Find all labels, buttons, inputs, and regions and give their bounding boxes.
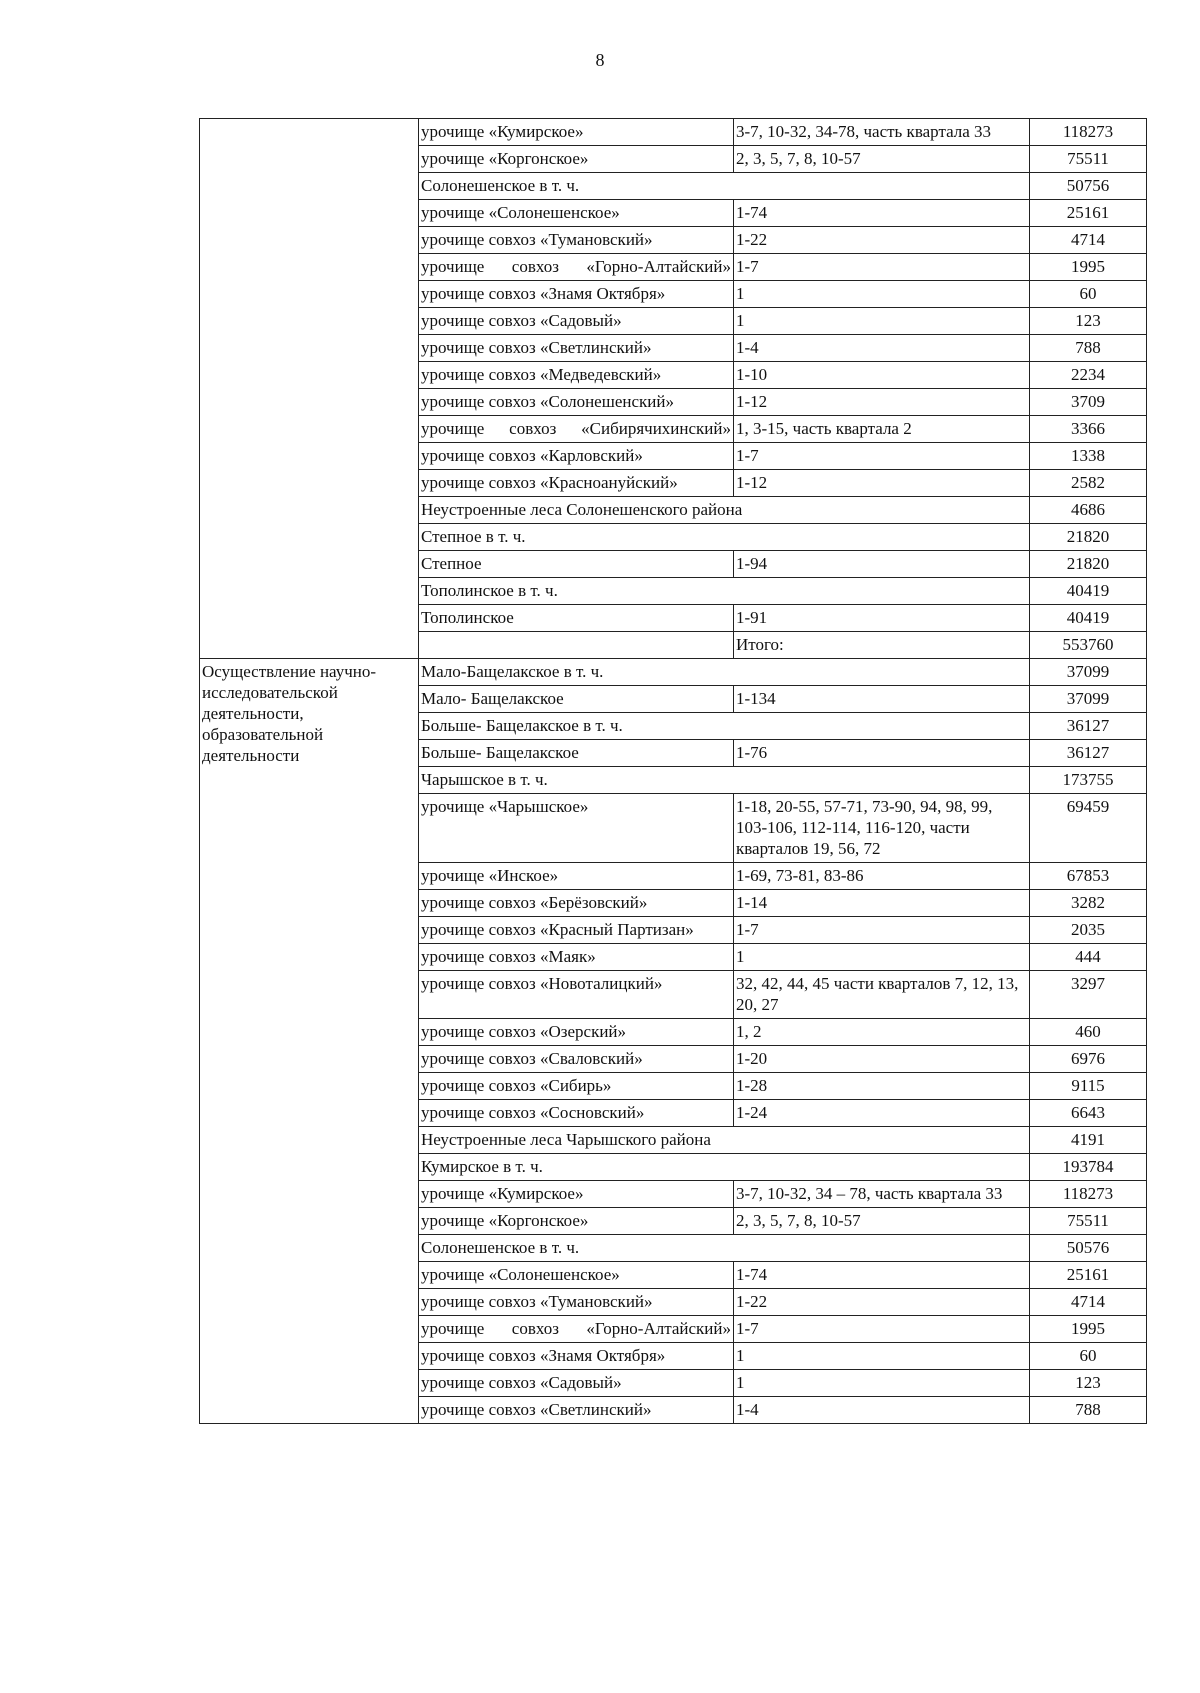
quarters-cell: 1 [734, 308, 1030, 335]
forest-name-cell: урочище совхоз «Садовый» [419, 1370, 734, 1397]
forest-name-cell: Больше- Бащелакское [419, 740, 734, 767]
quarters-cell: 1-4 [734, 1397, 1030, 1424]
quarters-cell: 1 [734, 1370, 1030, 1397]
quarters-cell: 3-7, 10-32, 34-78, часть квартала 33 [734, 119, 1030, 146]
area-cell: 123 [1030, 308, 1147, 335]
area-cell: 460 [1030, 1019, 1147, 1046]
forest-name-cell: Тополинское в т. ч. [419, 578, 1030, 605]
forest-name-cell: урочище совхоз «Светлинский» [419, 1397, 734, 1424]
area-cell: 123 [1030, 1370, 1147, 1397]
quarters-cell: 1-18, 20-55, 57-71, 73-90, 94, 98, 99, 103-106, 112-114, 116-120, части кварталов 19, 56, 72 [734, 794, 1030, 863]
forest-name-cell: урочище совхоз «Знамя Октября» [419, 281, 734, 308]
area-cell: 4714 [1030, 227, 1147, 254]
area-cell: 25161 [1030, 1262, 1147, 1289]
quarters-cell: 1-134 [734, 686, 1030, 713]
area-cell: 1338 [1030, 443, 1147, 470]
forest-name-cell: Солонешенское в т. ч. [419, 173, 1030, 200]
area-cell: 2582 [1030, 470, 1147, 497]
forest-name-cell: Мало-Бащелакское в т. ч. [419, 659, 1030, 686]
quarters-cell: 1-7 [734, 443, 1030, 470]
quarters-cell: 1-91 [734, 605, 1030, 632]
area-cell: 553760 [1030, 632, 1147, 659]
area-cell: 37099 [1030, 686, 1147, 713]
area-cell: 118273 [1030, 1181, 1147, 1208]
forest-name-cell: урочище совхоз «Карловский» [419, 443, 734, 470]
quarters-cell: 1-22 [734, 227, 1030, 254]
area-cell: 21820 [1030, 524, 1147, 551]
area-cell: 36127 [1030, 740, 1147, 767]
quarters-cell: 1-94 [734, 551, 1030, 578]
forest-name-cell: урочище совхоз «Красноануйский» [419, 470, 734, 497]
forest-name-cell: урочище «Коргонское» [419, 146, 734, 173]
quarters-cell: 1-74 [734, 1262, 1030, 1289]
area-cell: 60 [1030, 1343, 1147, 1370]
area-cell: 118273 [1030, 119, 1147, 146]
area-cell: 9115 [1030, 1073, 1147, 1100]
forest-name-cell: урочище «Коргонское» [419, 1208, 734, 1235]
quarters-cell: 1-12 [734, 389, 1030, 416]
purpose-cell-empty [200, 119, 419, 659]
quarters-cell: 1-20 [734, 1046, 1030, 1073]
forest-name-cell: Неустроенные леса Солонешенского района [419, 497, 1030, 524]
area-cell: 4714 [1030, 1289, 1147, 1316]
forest-name-cell: Кумирское в т. ч. [419, 1154, 1030, 1181]
area-cell: 50756 [1030, 173, 1147, 200]
forest-name-cell: урочище совхоз «Знамя Октября» [419, 1343, 734, 1370]
area-cell: 50576 [1030, 1235, 1147, 1262]
quarters-cell: 1-76 [734, 740, 1030, 767]
forest-name-cell: урочище совхоз «Садовый» [419, 308, 734, 335]
forest-name-cell: урочище совхоз «Горно-Алтайский» [419, 1316, 734, 1343]
area-cell: 75511 [1030, 1208, 1147, 1235]
quarters-cell: 1-28 [734, 1073, 1030, 1100]
quarters-cell: 1, 3-15, часть квартала 2 [734, 416, 1030, 443]
area-cell: 788 [1030, 1397, 1147, 1424]
forest-name-cell: урочище совхоз «Тумановский» [419, 1289, 734, 1316]
area-cell: 173755 [1030, 767, 1147, 794]
area-cell: 1995 [1030, 254, 1147, 281]
quarters-cell: 1-7 [734, 917, 1030, 944]
forest-name-cell: Неустроенные леса Чарышского района [419, 1127, 1030, 1154]
forest-name-cell: урочище совхоз «Сибирячихинский» [419, 416, 734, 443]
quarters-cell: 32, 42, 44, 45 части кварталов 7, 12, 13, 20, 27 [734, 971, 1030, 1019]
area-cell: 75511 [1030, 146, 1147, 173]
forest-name-cell: урочище «Чарышское» [419, 794, 734, 863]
forest-name-cell: Мало- Бащелакское [419, 686, 734, 713]
quarters-cell: 2, 3, 5, 7, 8, 10-57 [734, 1208, 1030, 1235]
area-cell: 6643 [1030, 1100, 1147, 1127]
quarters-cell: Итого: [734, 632, 1030, 659]
quarters-cell: 1-24 [734, 1100, 1030, 1127]
forest-name-cell: урочище совхоз «Озерский» [419, 1019, 734, 1046]
forest-name-cell: урочище совхоз «Красный Партизан» [419, 917, 734, 944]
quarters-cell: 1 [734, 1343, 1030, 1370]
area-cell: 40419 [1030, 578, 1147, 605]
area-cell: 40419 [1030, 605, 1147, 632]
area-cell: 67853 [1030, 863, 1147, 890]
area-cell: 3282 [1030, 890, 1147, 917]
forest-name-cell: Степное в т. ч. [419, 524, 1030, 551]
area-cell: 21820 [1030, 551, 1147, 578]
forest-name-cell: урочище совхоз «Горно-Алтайский» [419, 254, 734, 281]
forest-name-cell: урочище совхоз «Сосновский» [419, 1100, 734, 1127]
quarters-cell: 1-10 [734, 362, 1030, 389]
forest-name-cell: урочище совхоз «Солонешенский» [419, 389, 734, 416]
area-cell: 3366 [1030, 416, 1147, 443]
forest-name-cell: урочище совхоз «Новоталицкий» [419, 971, 734, 1019]
area-cell: 3297 [1030, 971, 1147, 1019]
table-row [200, 119, 1147, 146]
area-cell: 4686 [1030, 497, 1147, 524]
area-cell: 6976 [1030, 1046, 1147, 1073]
forest-name-cell: Степное [419, 551, 734, 578]
quarters-cell: 1-7 [734, 1316, 1030, 1343]
forest-areas-table [199, 118, 1147, 1424]
forest-name-cell: урочище «Инское» [419, 863, 734, 890]
forest-name-cell: урочище «Солонешенское» [419, 200, 734, 227]
area-cell: 60 [1030, 281, 1147, 308]
quarters-cell: 1, 2 [734, 1019, 1030, 1046]
purpose-cell: Осуществление научно-исследовательской деятельности, образовательной деятельности [200, 659, 419, 1424]
quarters-cell: 3-7, 10-32, 34 – 78, часть квартала 33 [734, 1181, 1030, 1208]
forest-name-cell: урочище «Кумирское» [419, 119, 734, 146]
area-cell: 69459 [1030, 794, 1147, 863]
quarters-cell: 1-7 [734, 254, 1030, 281]
area-cell: 444 [1030, 944, 1147, 971]
page-number: 8 [595, 50, 605, 70]
quarters-cell: 2, 3, 5, 7, 8, 10-57 [734, 146, 1030, 173]
area-cell: 193784 [1030, 1154, 1147, 1181]
forest-name-cell: урочище совхоз «Светлинский» [419, 335, 734, 362]
forest-name-cell: урочище совхоз «Тумановский» [419, 227, 734, 254]
area-cell: 37099 [1030, 659, 1147, 686]
forest-name-cell: урочище «Кумирское» [419, 1181, 734, 1208]
forest-name-cell: урочище «Солонешенское» [419, 1262, 734, 1289]
area-cell: 2035 [1030, 917, 1147, 944]
quarters-cell: 1-69, 73-81, 83-86 [734, 863, 1030, 890]
area-cell: 3709 [1030, 389, 1147, 416]
forest-name-cell: Чарышское в т. ч. [419, 767, 1030, 794]
forest-name-cell: Тополинское [419, 605, 734, 632]
area-cell: 2234 [1030, 362, 1147, 389]
forest-name-cell: урочище совхоз «Сибирь» [419, 1073, 734, 1100]
quarters-cell: 1-22 [734, 1289, 1030, 1316]
quarters-cell: 1-12 [734, 470, 1030, 497]
area-cell: 1995 [1030, 1316, 1147, 1343]
quarters-cell: 1-74 [734, 200, 1030, 227]
forest-name-cell: урочище совхоз «Сваловский» [419, 1046, 734, 1073]
forest-name-cell: Солонешенское в т. ч. [419, 1235, 1030, 1262]
table-row [200, 659, 1147, 686]
forest-name-cell: урочище совхоз «Маяк» [419, 944, 734, 971]
forest-name-cell: урочище совхоз «Медведевский» [419, 362, 734, 389]
area-cell: 4191 [1030, 1127, 1147, 1154]
forest-name-cell [419, 632, 734, 659]
forest-name-cell: урочище совхоз «Берёзовский» [419, 890, 734, 917]
area-cell: 36127 [1030, 713, 1147, 740]
quarters-cell: 1 [734, 281, 1030, 308]
quarters-cell: 1-14 [734, 890, 1030, 917]
area-cell: 788 [1030, 335, 1147, 362]
quarters-cell: 1-4 [734, 335, 1030, 362]
quarters-cell: 1 [734, 944, 1030, 971]
forest-name-cell: Больше- Бащелакское в т. ч. [419, 713, 1030, 740]
area-cell: 25161 [1030, 200, 1147, 227]
